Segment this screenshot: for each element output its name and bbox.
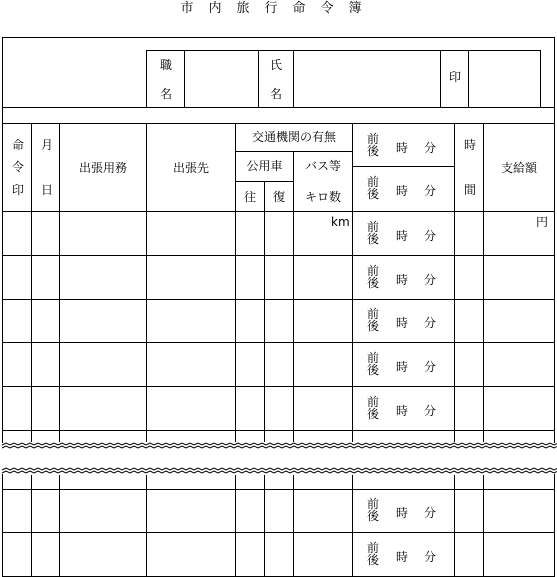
col-kiro: キロ数 xyxy=(304,190,341,204)
col-shikyu: 支給額 xyxy=(500,161,537,175)
in-label: 印 xyxy=(449,70,462,84)
col-jikan-1: 時 xyxy=(464,138,477,152)
col-koyosha: 公用車 xyxy=(246,159,283,173)
col-meirei-1: 命 xyxy=(12,138,25,152)
document-title: 市内旅行命令簿 xyxy=(180,1,377,16)
col-youmu: 出張用務 xyxy=(78,161,127,175)
col-saki: 出張先 xyxy=(172,161,209,175)
shokumei-label-2: 名 xyxy=(160,87,173,101)
col-basu: バス等 xyxy=(304,159,341,173)
col-hi: 日 xyxy=(41,183,54,197)
col-meirei-3: 印 xyxy=(12,183,25,197)
col-kotsu: 交通機関の有無 xyxy=(251,130,336,144)
shimei-label-1: 氏 xyxy=(270,58,283,72)
col-tsuki: 月 xyxy=(41,138,54,152)
col-jikan-2: 間 xyxy=(464,183,477,197)
unit-yen: 円 xyxy=(536,215,549,229)
col-meirei-2: 令 xyxy=(12,160,25,174)
shimei-label-2: 名 xyxy=(270,87,283,101)
col-ou: 往 xyxy=(243,190,256,204)
unit-km: km xyxy=(331,215,350,229)
col-fuku: 復 xyxy=(272,190,285,204)
shokumei-label-1: 職 xyxy=(160,58,173,72)
